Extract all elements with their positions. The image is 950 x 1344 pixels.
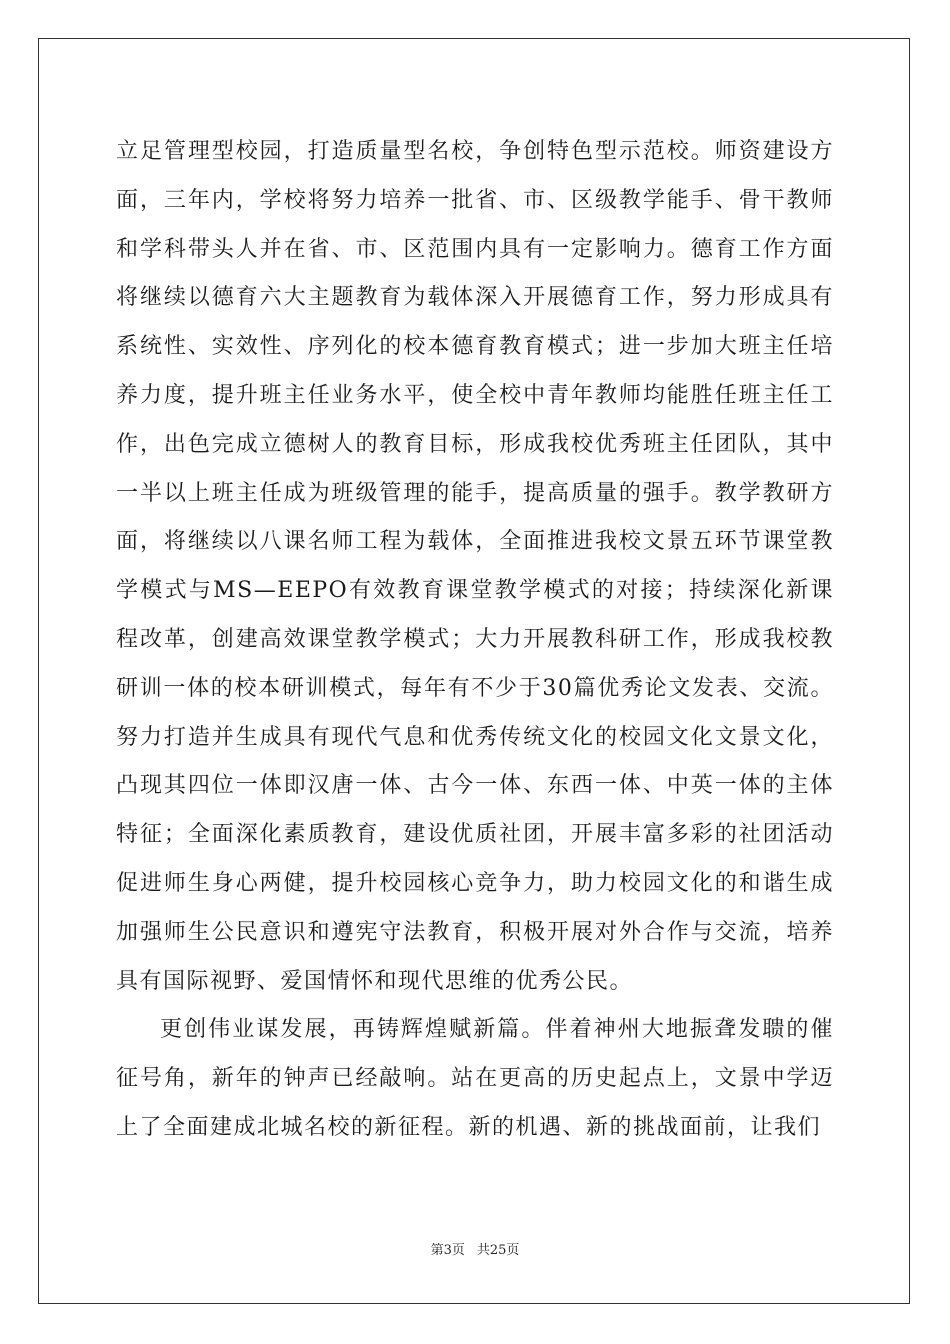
page-number-total: 共25页: [476, 1243, 520, 1258]
page-number-current: 第3页: [430, 1243, 465, 1258]
document-body: [116, 128, 834, 1153]
body-paragraph: 更创伟业谋发展，再铸辉煌赋新篇。伴着神州大地振聋发聩的催征号角，新年的钟声已经敲响。站在更高的历史起点上，文景中学迈上了全面建成北城名校的新征程。新的机遇、新的挑战面前，让我们: [116, 1017, 834, 1140]
page-footer: [0, 1242, 950, 1260]
body-paragraph: 立足管理型校园，打造质量型名校，争创特色型示范校。师资建设方面，三年内，学校将努力培养一批省、市、区级教学能手、骨干教师和学科带头人并在省、市、区范围内具有一定影响力。德育工作方面将继续以德育六大主题教育为载体深入开展德育工作，努力形成具有系统性、实效性、序列化的校本德育教育模式；进一步加大班主任培养力度，提升班主任业务水平，使全校中青年教师均能胜任班主任工作，出色完成立德树人的教育目标，形成我校优秀班主任团队，其中一半以上班主任成为班级管理的能手，提高质量的强手。教学教研方面，将继续以八课名师工程为载体，全面推进我校文景五环节课堂教学模式与MS—EEPO有效教育课堂教学模式的对接；持续深化新课程改革，创建高效课堂教学模式；大力开展教科研工作，形成我校教研训一体的校本研训模式，每年有不少于30篇优秀论文发表、交流。努力打造并生成具有现代气息和优秀传统文化的校园文化文景文化，凸现其四位一体即汉唐一体、古今一体、东西一体、中英一体的主体特征；全面深化素质教育，建设优质社团，开展丰富多彩的社团活动促进师生身心两健，提升校园核心竞争力，助力校园文化的和谐生成加强师生公民意识和遵宪守法教育，积极开展对外合作与交流，培养具有国际视野、爱国情怀和现代思维的优秀公民。: [116, 139, 834, 994]
